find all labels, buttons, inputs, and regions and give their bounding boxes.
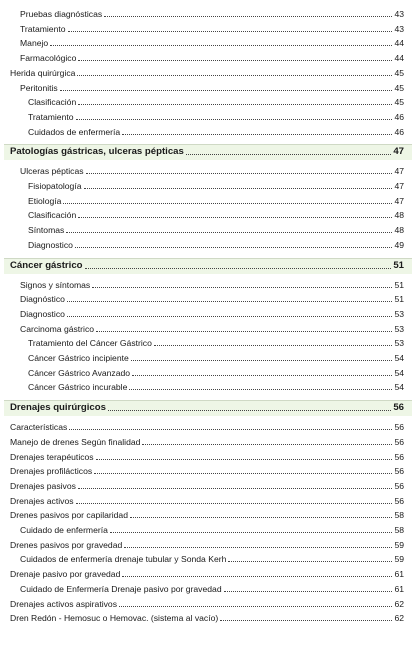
toc-entry[interactable]: [10, 612, 404, 623]
toc-entry-title: Ulceras pépticas: [20, 166, 84, 177]
toc-entry[interactable]: [10, 495, 404, 506]
dot-leader: [75, 247, 392, 248]
toc-entry-title: Etiología: [28, 195, 62, 206]
toc-entry-title: Cáncer Gástrico Avanzado: [28, 367, 131, 378]
toc-entry[interactable]: [20, 553, 404, 564]
toc-entry[interactable]: [10, 568, 404, 579]
toc-entry-title: Síntomas: [28, 225, 65, 236]
toc-entry[interactable]: [20, 524, 404, 535]
toc-entry-title: Cuidados de enfermería: [28, 126, 121, 137]
toc-entry-page: 48: [394, 225, 404, 236]
dot-leader: [85, 268, 392, 269]
toc-entry-title: Tratamiento: [20, 23, 66, 34]
toc-entry-page: 47: [394, 181, 404, 191]
toc-entry-title: Diagnostico: [28, 239, 73, 250]
toc-entry-page: 56: [394, 451, 404, 462]
toc-entry-page: 59: [394, 554, 404, 565]
dot-leader: [77, 75, 392, 76]
dot-leader: [60, 90, 392, 91]
dot-leader: [67, 301, 392, 302]
dot-leader: [76, 503, 392, 504]
toc-entry-page: 44: [394, 38, 404, 49]
toc-entry-title: Diagnóstico: [20, 294, 65, 305]
toc-entry[interactable]: [28, 224, 404, 235]
toc-entry[interactable]: [28, 195, 404, 206]
dot-leader: [63, 203, 392, 204]
toc-entry-title: Carcinoma gástrico: [20, 323, 95, 334]
toc-entry[interactable]: [10, 436, 404, 447]
toc-entry-page: 61: [394, 569, 404, 580]
toc-entry-title: Clasificación: [28, 97, 77, 108]
toc-entry[interactable]: [20, 308, 404, 319]
toc-entry-page: 56: [394, 466, 404, 477]
dot-leader: [78, 217, 392, 218]
dot-leader: [132, 375, 392, 376]
toc-entry-title: Cuidados de enfermería drenaje tubular y Sonda Kerh: [20, 554, 227, 565]
dot-leader: [50, 45, 392, 46]
toc-entry[interactable]: [20, 279, 404, 290]
dot-leader: [66, 232, 392, 233]
dot-leader: [119, 606, 392, 607]
toc-entry-title: Drenajes profilácticos: [10, 466, 93, 477]
toc-entry[interactable]: [20, 293, 404, 304]
toc-entry-title: Drenajes pasivos: [10, 480, 76, 491]
toc-entry-title: Drenaje pasivo por gravedad: [10, 569, 121, 580]
toc-entry-page: 51: [393, 259, 404, 271]
toc-entry-page: 56: [394, 422, 404, 433]
toc-entry-title: Drenajes quirúrgicos: [10, 402, 106, 414]
dot-leader: [69, 429, 392, 430]
toc-entry-page: 48: [394, 210, 404, 221]
dot-leader: [228, 561, 392, 562]
toc-entry-page: 49: [394, 239, 404, 250]
toc-section-heading[interactable]: [10, 260, 404, 271]
toc-entry[interactable]: [10, 67, 404, 78]
dot-leader: [76, 119, 392, 120]
dot-leader: [78, 60, 392, 61]
toc-entry-title: Cáncer Gástrico incipiente: [28, 353, 129, 363]
toc-entry-page: 45: [394, 82, 404, 93]
toc-entry[interactable]: [28, 96, 404, 107]
toc-entry-title: Dren Redón - Hemosuc o Hemovac. (sistema al vacío): [10, 613, 219, 624]
toc-section-heading[interactable]: [10, 146, 404, 157]
toc-entry-page: 47: [393, 146, 404, 158]
toc-entry-title: Manejo de drenes Según finalidad: [10, 436, 141, 447]
toc-entry-title: Signos y síntomas: [20, 279, 91, 290]
toc-entry[interactable]: [28, 337, 404, 348]
dot-leader: [94, 473, 392, 474]
toc-entry-page: 61: [394, 583, 404, 594]
dot-leader: [104, 16, 392, 17]
toc-entry-page: 46: [394, 111, 404, 122]
toc-entry[interactable]: [28, 180, 404, 191]
toc-entry-page: 56: [394, 495, 404, 506]
toc-entry[interactable]: [10, 598, 404, 609]
dot-leader: [110, 532, 392, 533]
toc-entry-page: 53: [394, 323, 404, 334]
dot-leader: [122, 134, 392, 135]
toc-entry-page: 45: [394, 67, 404, 78]
toc-entry-title: Clasificación: [28, 210, 77, 221]
toc-entry[interactable]: [28, 239, 404, 250]
dot-leader: [67, 316, 392, 317]
toc-entry-title: Drenajes terapéuticos: [10, 451, 94, 462]
toc-entry-page: 56: [394, 436, 404, 447]
toc-entry[interactable]: [28, 209, 404, 220]
toc-entry-title: Drenes pasivos por gravedad: [10, 539, 123, 550]
toc-entry-page: 43: [394, 9, 404, 19]
toc-entry-page: 51: [394, 279, 404, 290]
toc-entry[interactable]: [10, 509, 404, 520]
toc-entry[interactable]: [20, 8, 404, 19]
toc-entry-title: Pruebas diagnósticas: [20, 9, 103, 19]
toc-entry-title: Cuidado de enfermería: [20, 525, 108, 535]
toc-entry[interactable]: [20, 323, 404, 334]
toc-entry-title: Cáncer Gástrico incurable: [28, 382, 128, 393]
dot-leader: [124, 547, 392, 548]
dot-leader: [96, 331, 392, 332]
toc-entry-page: 45: [394, 97, 404, 108]
toc-entry-title: Cuidado de Enfermería Drenaje pasivo por gravedad: [20, 583, 222, 594]
toc-entry[interactable]: [20, 82, 404, 93]
toc-entry[interactable]: [28, 381, 404, 392]
toc-entry-page: 54: [394, 382, 404, 393]
toc-entry-title: Herida quirúrgica: [10, 67, 76, 78]
toc-entry[interactable]: [10, 465, 404, 476]
toc-entry-page: 54: [394, 353, 404, 363]
toc-entry-title: Diagnostico: [20, 308, 65, 319]
toc-entry-page: 47: [394, 166, 404, 177]
toc-entry-page: 44: [394, 53, 404, 64]
toc-entry[interactable]: [28, 367, 404, 378]
toc-entry-title: Drenes pasivos por capilaridad: [10, 510, 128, 521]
toc-entry[interactable]: [28, 352, 404, 363]
dot-leader: [84, 188, 392, 189]
dot-leader: [86, 173, 392, 174]
toc-entry-title: Características: [10, 422, 68, 433]
toc-entry[interactable]: [20, 23, 404, 34]
dot-leader: [220, 620, 392, 621]
toc-entry[interactable]: [10, 421, 404, 432]
dot-leader: [68, 31, 392, 32]
toc-entry-page: 53: [394, 308, 404, 319]
toc-entry-title: Fisiopatología: [28, 181, 82, 191]
toc-entry-title: Drenajes activos aspirativos: [10, 598, 117, 609]
toc-entry-page: 56: [393, 402, 404, 414]
toc-entry-page: 62: [394, 598, 404, 609]
toc-entry-title: Farmacológico: [20, 53, 77, 64]
toc-entry[interactable]: [20, 37, 404, 48]
toc-entry-title: Manejo: [20, 38, 49, 49]
toc-entry-page: 56: [394, 480, 404, 491]
toc-entry-title: Tratamiento: [28, 111, 74, 122]
toc-entry-page: 51: [394, 294, 404, 305]
dot-leader: [154, 345, 392, 346]
toc-entry[interactable]: [28, 111, 404, 122]
toc-entry-title: Cáncer gástrico: [10, 259, 83, 271]
toc-entry-page: 47: [394, 195, 404, 206]
dot-leader: [186, 154, 391, 155]
toc-entry-title: Tratamiento del Cáncer Gástrico: [28, 338, 152, 349]
toc-entry[interactable]: [10, 480, 404, 491]
toc-entry[interactable]: [10, 451, 404, 462]
toc-entry[interactable]: [20, 52, 404, 63]
toc-entry[interactable]: [28, 126, 404, 137]
dot-leader: [142, 444, 392, 445]
dot-leader: [78, 488, 392, 489]
dot-leader: [108, 410, 391, 411]
toc-entry-page: 46: [394, 126, 404, 137]
toc-entry[interactable]: [20, 165, 404, 176]
toc-entry[interactable]: [20, 583, 404, 594]
dot-leader: [78, 104, 392, 105]
dot-leader: [224, 591, 392, 592]
toc-entry-page: 54: [394, 367, 404, 378]
dot-leader: [129, 389, 392, 390]
toc-entry-page: 62: [394, 613, 404, 624]
toc-entry-page: 53: [394, 338, 404, 349]
dot-leader: [92, 287, 392, 288]
dot-leader: [122, 576, 392, 577]
toc-entry-page: 58: [394, 510, 404, 521]
dot-leader: [131, 360, 392, 361]
dot-leader: [130, 517, 392, 518]
toc-entry[interactable]: [10, 539, 404, 550]
toc-section-heading[interactable]: [10, 402, 404, 413]
toc-entry-title: Peritonitis: [20, 82, 58, 93]
toc-entry-title: Patologías gástricas, ulceras pépticas: [10, 146, 184, 158]
toc-entry-page: 58: [394, 525, 404, 535]
dot-leader: [96, 459, 392, 460]
toc-entry-title: Drenajes activos: [10, 495, 74, 506]
toc-entry-page: 43: [394, 23, 404, 34]
toc-entry-page: 59: [394, 539, 404, 550]
